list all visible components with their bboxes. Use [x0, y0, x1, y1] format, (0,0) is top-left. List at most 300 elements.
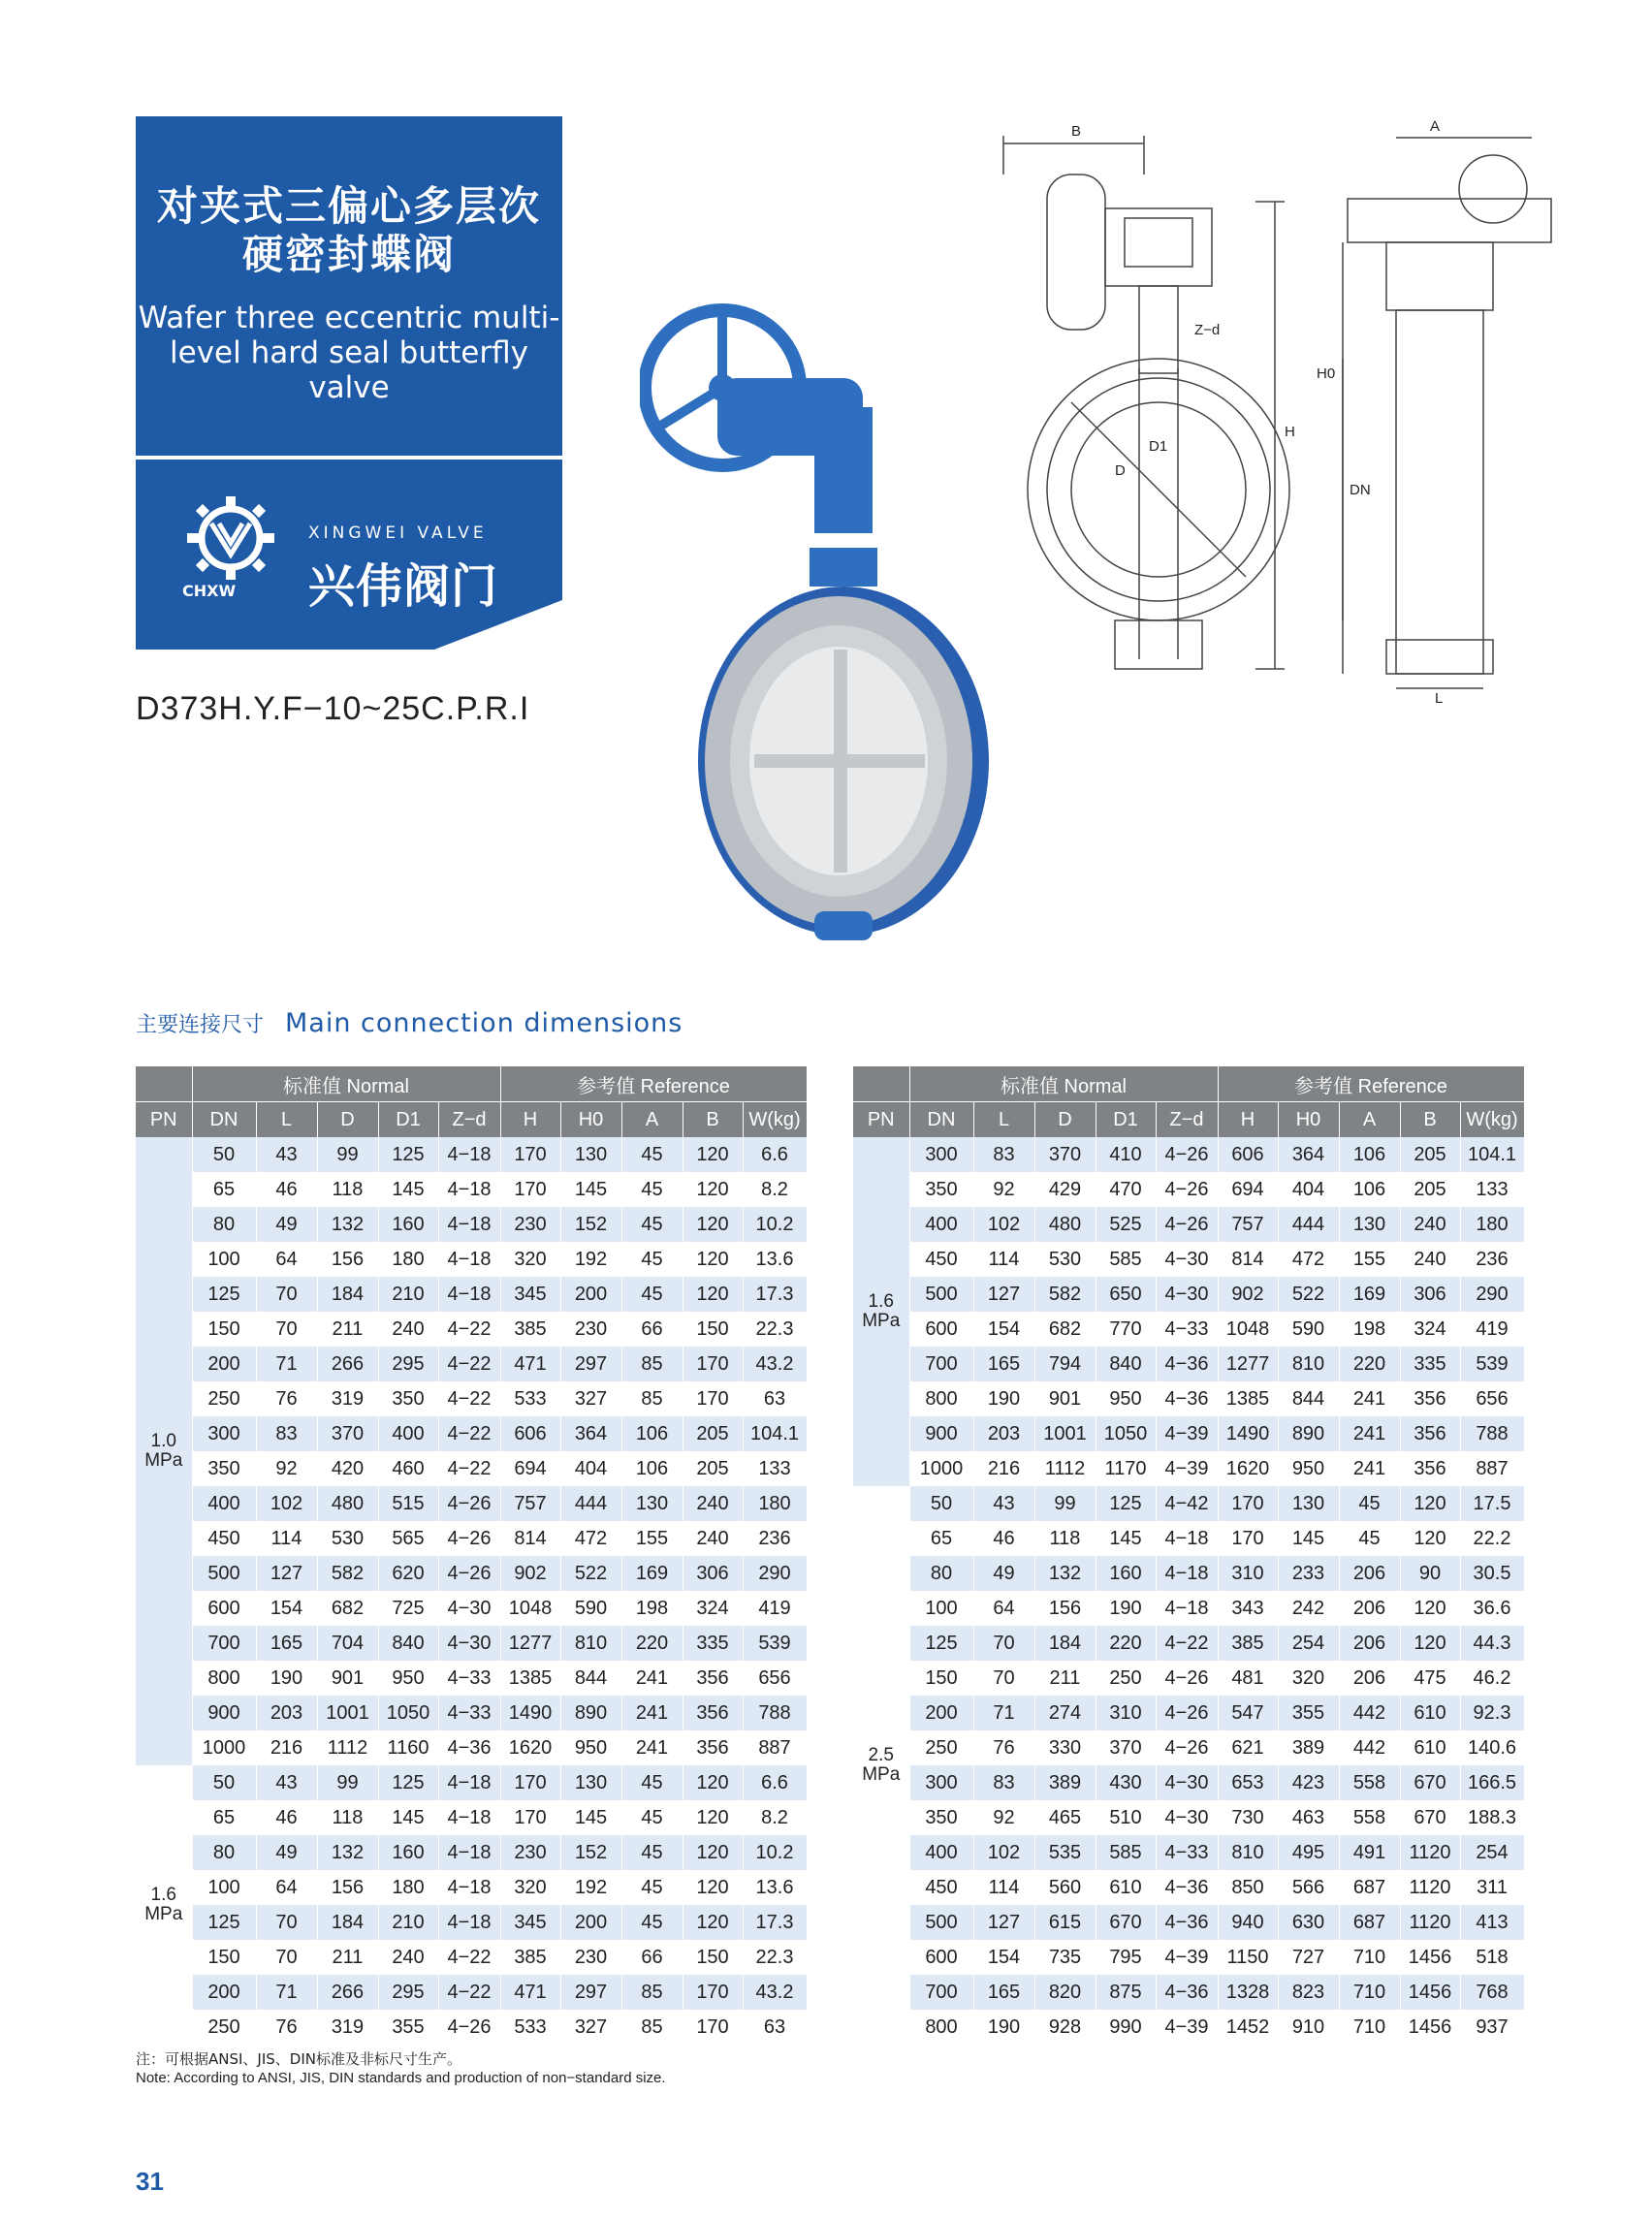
table-cell: 240: [1400, 1242, 1460, 1277]
table-cell: 198: [621, 1591, 683, 1626]
table-cell: 152: [560, 1835, 621, 1870]
table-cell: 6.6: [743, 1765, 807, 1800]
table-cell: 565: [378, 1521, 438, 1556]
table-cell: 385: [500, 1940, 560, 1975]
table-cell: 844: [560, 1661, 621, 1696]
table-cell: 240: [1400, 1207, 1460, 1242]
table-cell: 364: [560, 1416, 621, 1451]
table-cell: 106: [621, 1451, 683, 1486]
table-cell: 319: [317, 1381, 378, 1416]
table-cell: 70: [256, 1277, 317, 1312]
table-cell: 4−18: [438, 1137, 500, 1172]
table-cell: 200: [560, 1277, 621, 1312]
table-cell: 130: [621, 1486, 683, 1521]
brand-name-en: XINGWEI VALVE: [308, 524, 488, 543]
table-cell: 118: [1034, 1521, 1096, 1556]
table-cell: 472: [560, 1521, 621, 1556]
column-header: DN: [909, 1102, 973, 1138]
table-cell: 99: [317, 1137, 378, 1172]
table-cell: 385: [1218, 1626, 1278, 1661]
table-row: [853, 1696, 1524, 1730]
table-cell: 475: [1400, 1661, 1460, 1696]
table-cell: 4−26: [1156, 1137, 1218, 1172]
table-cell: 65: [192, 1172, 256, 1207]
table-cell: 205: [683, 1451, 743, 1486]
table-cell: 500: [909, 1905, 973, 1940]
column-header: A: [621, 1102, 683, 1138]
title-cn-line2: 硬密封蝶阀: [241, 231, 456, 278]
table-cell: 230: [560, 1312, 621, 1347]
company-logo-icon: [182, 494, 279, 582]
table-cell: 320: [500, 1870, 560, 1905]
table-cell: 150: [192, 1940, 256, 1975]
table-cell: 4−39: [1156, 2010, 1218, 2045]
table-cell: 355: [1278, 1696, 1339, 1730]
drawing-label-l: L: [1435, 690, 1444, 707]
table-cell: 901: [1034, 1381, 1096, 1416]
table-cell: 180: [743, 1486, 807, 1521]
table-cell: 682: [317, 1591, 378, 1626]
table-cell: 300: [909, 1137, 973, 1172]
dimension-table-right: [853, 1066, 1525, 2045]
table-cell: 4−22: [438, 1312, 500, 1347]
table-cell: 230: [560, 1940, 621, 1975]
table-cell: 46.2: [1460, 1661, 1524, 1696]
table-row: [853, 1451, 1524, 1486]
table-cell: 70: [256, 1905, 317, 1940]
table-cell: 4−26: [1156, 1696, 1218, 1730]
table-cell: 1456: [1400, 2010, 1460, 2045]
table-row: [136, 1137, 807, 1172]
table-cell: 566: [1278, 1870, 1339, 1905]
column-header: D1: [378, 1102, 438, 1138]
table-cell: 118: [317, 1172, 378, 1207]
table-cell: 356: [1400, 1451, 1460, 1486]
table-cell: 727: [1278, 1940, 1339, 1975]
table-cell: 211: [1034, 1661, 1096, 1696]
table-cell: 4−30: [1156, 1800, 1218, 1835]
table-cell: 203: [973, 1416, 1034, 1451]
table-cell: 4−22: [438, 1940, 500, 1975]
drawing-label-h: H: [1285, 424, 1295, 440]
table-row: [853, 1172, 1524, 1207]
title-cn-line1: 对夹式三偏心多层次: [156, 182, 541, 230]
table-cell: 145: [1096, 1521, 1156, 1556]
table-cell: 704: [317, 1626, 378, 1661]
table-cell: 192: [560, 1870, 621, 1905]
table-cell: 132: [317, 1207, 378, 1242]
table-cell: 120: [1400, 1626, 1460, 1661]
column-header: D: [317, 1102, 378, 1138]
column-header: PN: [136, 1102, 192, 1138]
table-cell: 132: [1034, 1556, 1096, 1591]
title-block: [136, 116, 562, 456]
table-row: [136, 1835, 807, 1870]
table-cell: 1050: [1096, 1416, 1156, 1451]
table-cell: 211: [317, 1940, 378, 1975]
table-cell: 582: [1034, 1277, 1096, 1312]
table-cell: 4−26: [438, 2010, 500, 2045]
table-cell: 710: [1339, 2010, 1400, 2045]
table-cell: 700: [909, 1975, 973, 2010]
column-header: A: [1339, 1102, 1400, 1138]
table-cell: 419: [1460, 1312, 1524, 1347]
table-cell: 820: [1034, 1975, 1096, 2010]
table-cell: 558: [1339, 1765, 1400, 1800]
table-cell: 205: [683, 1416, 743, 1451]
table-row: [853, 1975, 1524, 2010]
table-cell: 220: [1339, 1347, 1400, 1381]
table-cell: 653: [1218, 1765, 1278, 1800]
table-cell: 875: [1096, 1975, 1156, 2010]
table-cell: 160: [1096, 1556, 1156, 1591]
table-cell: 125: [909, 1626, 973, 1661]
table-row: [853, 1765, 1524, 1800]
table-cell: 130: [560, 1137, 621, 1172]
table-cell: 400: [192, 1486, 256, 1521]
table-cell: 558: [1339, 1800, 1400, 1835]
table-cell: 471: [500, 1975, 560, 2010]
table-cell: 297: [560, 1347, 621, 1381]
table-row: [136, 1661, 807, 1696]
table-cell: 155: [621, 1521, 683, 1556]
table-cell: 145: [560, 1172, 621, 1207]
table-cell: 236: [1460, 1242, 1524, 1277]
column-header: L: [256, 1102, 317, 1138]
table-cell: 356: [1400, 1381, 1460, 1416]
table-cell: 590: [560, 1591, 621, 1626]
table-cell: 290: [1460, 1277, 1524, 1312]
table-cell: 370: [317, 1416, 378, 1451]
table-cell: 240: [378, 1940, 438, 1975]
table-cell: 1150: [1218, 1940, 1278, 1975]
table-cell: 170: [1218, 1486, 1278, 1521]
column-header: B: [683, 1102, 743, 1138]
table-cell: 4−22: [438, 1381, 500, 1416]
table-cell: 290: [743, 1556, 807, 1591]
table-cell: 120: [683, 1765, 743, 1800]
table-cell: 4−22: [438, 1347, 500, 1381]
table-cell: 127: [973, 1905, 1034, 1940]
table-cell: 470: [1096, 1172, 1156, 1207]
table-cell: 606: [1218, 1137, 1278, 1172]
table-cell: 190: [256, 1661, 317, 1696]
table-cell: 76: [973, 1730, 1034, 1765]
table-cell: 4−18: [438, 1242, 500, 1277]
table-cell: 700: [192, 1626, 256, 1661]
table-cell: 200: [560, 1905, 621, 1940]
table-cell: 902: [500, 1556, 560, 1591]
table-cell: 205: [1400, 1137, 1460, 1172]
column-header: H: [1218, 1102, 1278, 1138]
table-cell: 80: [192, 1835, 256, 1870]
table-cell: 190: [973, 1381, 1034, 1416]
section-title-en: Main connection dimensions: [285, 1008, 683, 1038]
table-cell: 400: [909, 1835, 973, 1870]
table-row: [136, 2010, 807, 2045]
table-cell: 533: [500, 2010, 560, 2045]
table-cell: 400: [378, 1416, 438, 1451]
table-cell: 320: [500, 1242, 560, 1277]
table-cell: 100: [192, 1870, 256, 1905]
table-cell: 132: [317, 1835, 378, 1870]
table-cell: 1277: [1218, 1347, 1278, 1381]
table-cell: 150: [909, 1661, 973, 1696]
column-header: W(kg): [743, 1102, 807, 1138]
table-cell: 491: [1339, 1835, 1400, 1870]
table-cell: 670: [1096, 1905, 1156, 1940]
table-cell: 49: [256, 1207, 317, 1242]
table-cell: 356: [1400, 1416, 1460, 1451]
table-cell: 510: [1096, 1800, 1156, 1835]
table-cell: 4−36: [1156, 1347, 1218, 1381]
table-cell: 682: [1034, 1312, 1096, 1347]
table-cell: 615: [1034, 1905, 1096, 1940]
table-cell: 356: [683, 1661, 743, 1696]
table-cell: 535: [1034, 1835, 1096, 1870]
table-cell: 463: [1278, 1800, 1339, 1835]
table-cell: 1620: [1218, 1451, 1278, 1486]
table-cell: 950: [1096, 1381, 1156, 1416]
table-cell: 694: [1218, 1172, 1278, 1207]
table-cell: 241: [1339, 1451, 1400, 1486]
table-cell: 355: [378, 2010, 438, 2045]
table-cell: 1050: [378, 1696, 438, 1730]
table-cell: 145: [378, 1800, 438, 1835]
table-cell: 85: [621, 1381, 683, 1416]
table-cell: 206: [1339, 1556, 1400, 1591]
table-cell: 1001: [317, 1696, 378, 1730]
table-row: [136, 1940, 807, 1975]
table-cell: 106: [1339, 1137, 1400, 1172]
table-cell: 17.3: [743, 1277, 807, 1312]
table-cell: 13.6: [743, 1242, 807, 1277]
table-cell: 85: [621, 1975, 683, 2010]
table-cell: 4−18: [1156, 1556, 1218, 1591]
table-cell: 155: [1339, 1242, 1400, 1277]
table-cell: 890: [560, 1696, 621, 1730]
header-group-normal: 标准值 Normal: [909, 1066, 1218, 1102]
table-cell: 71: [256, 1347, 317, 1381]
table-cell: 114: [973, 1242, 1034, 1277]
table-cell: 65: [909, 1521, 973, 1556]
table-cell: 45: [621, 1765, 683, 1800]
table-cell: 250: [909, 1730, 973, 1765]
table-cell: 310: [1218, 1556, 1278, 1591]
table-cell: 1160: [378, 1730, 438, 1765]
table-cell: 240: [378, 1312, 438, 1347]
table-cell: 92: [973, 1800, 1034, 1835]
table-cell: 180: [378, 1242, 438, 1277]
table-cell: 300: [909, 1765, 973, 1800]
table-cell: 419: [743, 1591, 807, 1626]
table-cell: 120: [1400, 1521, 1460, 1556]
page-number: 31: [136, 2167, 164, 2196]
table-cell: 1456: [1400, 1975, 1460, 2010]
table-cell: 192: [560, 1242, 621, 1277]
table-cell: 788: [1460, 1416, 1524, 1451]
table-cell: 610: [1400, 1696, 1460, 1730]
table-row: [136, 1347, 807, 1381]
table-cell: 80: [909, 1556, 973, 1591]
table-row: [136, 1556, 807, 1591]
table-cell: 700: [909, 1347, 973, 1381]
table-cell: 36.6: [1460, 1591, 1524, 1626]
table-cell: 145: [560, 1800, 621, 1835]
table-cell: 4−18: [438, 1800, 500, 1835]
table-cell: 49: [256, 1835, 317, 1870]
table-cell: 120: [683, 1137, 743, 1172]
table-cell: 46: [256, 1172, 317, 1207]
table-row: [853, 1521, 1524, 1556]
table-row: [136, 1416, 807, 1451]
table-cell: 65: [192, 1800, 256, 1835]
table-cell: 606: [500, 1416, 560, 1451]
table-cell: 539: [743, 1626, 807, 1661]
table-cell: 133: [743, 1451, 807, 1486]
table-cell: 4−26: [438, 1521, 500, 1556]
table-cell: 154: [256, 1591, 317, 1626]
table-cell: 120: [683, 1277, 743, 1312]
table-row: [853, 1661, 1524, 1696]
table-cell: 50: [192, 1765, 256, 1800]
table-cell: 76: [256, 2010, 317, 2045]
table-cell: 525: [1096, 1207, 1156, 1242]
pn-cell: 1.6 MPa: [136, 1765, 192, 2045]
table-cell: 120: [683, 1835, 743, 1870]
table-cell: 206: [1339, 1626, 1400, 1661]
table-cell: 92: [256, 1451, 317, 1486]
table-cell: 99: [317, 1765, 378, 1800]
table-cell: 45: [621, 1277, 683, 1312]
table-cell: 145: [378, 1172, 438, 1207]
table-cell: 13.6: [743, 1870, 807, 1905]
table-cell: 937: [1460, 2010, 1524, 2045]
table-cell: 70: [256, 1312, 317, 1347]
table-row: [136, 1591, 807, 1626]
table-row: [853, 1381, 1524, 1416]
dimension-drawing: [979, 116, 1561, 708]
table-row: [853, 1556, 1524, 1591]
table-cell: 404: [1278, 1172, 1339, 1207]
table-cell: 4−26: [438, 1486, 500, 1521]
table-cell: 50: [192, 1137, 256, 1172]
table-cell: 823: [1278, 1975, 1339, 2010]
table-cell: 522: [1278, 1277, 1339, 1312]
table-cell: 165: [973, 1975, 1034, 2010]
table-cell: 83: [256, 1416, 317, 1451]
table-cell: 240: [683, 1521, 743, 1556]
table-cell: 500: [909, 1277, 973, 1312]
table-cell: 547: [1218, 1696, 1278, 1730]
table-cell: 345: [500, 1905, 560, 1940]
table-cell: 66: [621, 1940, 683, 1975]
table-cell: 4−30: [438, 1626, 500, 1661]
table-cell: 83: [973, 1765, 1034, 1800]
table-cell: 211: [317, 1312, 378, 1347]
table-row: [136, 1905, 807, 1940]
table-cell: 306: [683, 1556, 743, 1591]
table-cell: 1490: [500, 1696, 560, 1730]
table-cell: 17.5: [1460, 1486, 1524, 1521]
table-cell: 887: [743, 1730, 807, 1765]
table-cell: 120: [1400, 1591, 1460, 1626]
table-cell: 76: [256, 1381, 317, 1416]
table-cell: 650: [1096, 1277, 1156, 1312]
table-cell: 154: [973, 1312, 1034, 1347]
column-header: DN: [192, 1102, 256, 1138]
table-row: [853, 1591, 1524, 1626]
table-row: [136, 1975, 807, 2010]
table-row: [853, 1277, 1524, 1312]
table-cell: 170: [683, 1347, 743, 1381]
table-cell: 241: [621, 1730, 683, 1765]
table-cell: 4−33: [438, 1661, 500, 1696]
table-cell: 180: [378, 1870, 438, 1905]
table-cell: 768: [1460, 1975, 1524, 2010]
table-cell: 844: [1278, 1381, 1339, 1416]
table-cell: 1048: [500, 1591, 560, 1626]
table-cell: 44.3: [1460, 1626, 1524, 1661]
table-cell: 104.1: [1460, 1137, 1524, 1172]
table-cell: 10.2: [743, 1835, 807, 1870]
column-header: Z−d: [1156, 1102, 1218, 1138]
table-cell: 127: [256, 1556, 317, 1591]
table-cell: 814: [1218, 1242, 1278, 1277]
table-cell: 950: [1278, 1451, 1339, 1486]
table-row: [853, 1207, 1524, 1242]
table-row: [853, 1835, 1524, 1870]
table-cell: 404: [560, 1451, 621, 1486]
table-cell: 6.6: [743, 1137, 807, 1172]
table-cell: 444: [560, 1486, 621, 1521]
table-cell: 250: [192, 2010, 256, 2045]
table-cell: 90: [1400, 1556, 1460, 1591]
table-cell: 530: [1034, 1242, 1096, 1277]
table-cell: 656: [1460, 1381, 1524, 1416]
table-cell: 233: [1278, 1556, 1339, 1591]
table-cell: 940: [1218, 1905, 1278, 1940]
table-cell: 190: [1096, 1591, 1156, 1626]
table-cell: 70: [973, 1661, 1034, 1696]
table-cell: 4−30: [1156, 1242, 1218, 1277]
table-cell: 1120: [1400, 1905, 1460, 1940]
table-cell: 125: [192, 1277, 256, 1312]
table-cell: 800: [192, 1661, 256, 1696]
table-cell: 216: [973, 1451, 1034, 1486]
table-cell: 114: [256, 1521, 317, 1556]
table-cell: 1385: [500, 1661, 560, 1696]
table-cell: 156: [317, 1242, 378, 1277]
table-cell: 687: [1339, 1870, 1400, 1905]
table-cell: 350: [909, 1172, 973, 1207]
table-cell: 522: [560, 1556, 621, 1591]
table-row: [136, 1277, 807, 1312]
table-cell: 795: [1096, 1940, 1156, 1975]
table-cell: 389: [1278, 1730, 1339, 1765]
table-cell: 495: [1278, 1835, 1339, 1870]
table-cell: 125: [192, 1905, 256, 1940]
column-header: W(kg): [1460, 1102, 1524, 1138]
table-cell: 4−36: [438, 1730, 500, 1765]
table-cell: 4−39: [1156, 1416, 1218, 1451]
table-cell: 160: [378, 1207, 438, 1242]
table-cell: 206: [1339, 1591, 1400, 1626]
table-cell: 266: [317, 1975, 378, 2010]
table-row: [136, 1765, 807, 1800]
table-cell: 430: [1096, 1765, 1156, 1800]
table-row: [853, 1626, 1524, 1661]
